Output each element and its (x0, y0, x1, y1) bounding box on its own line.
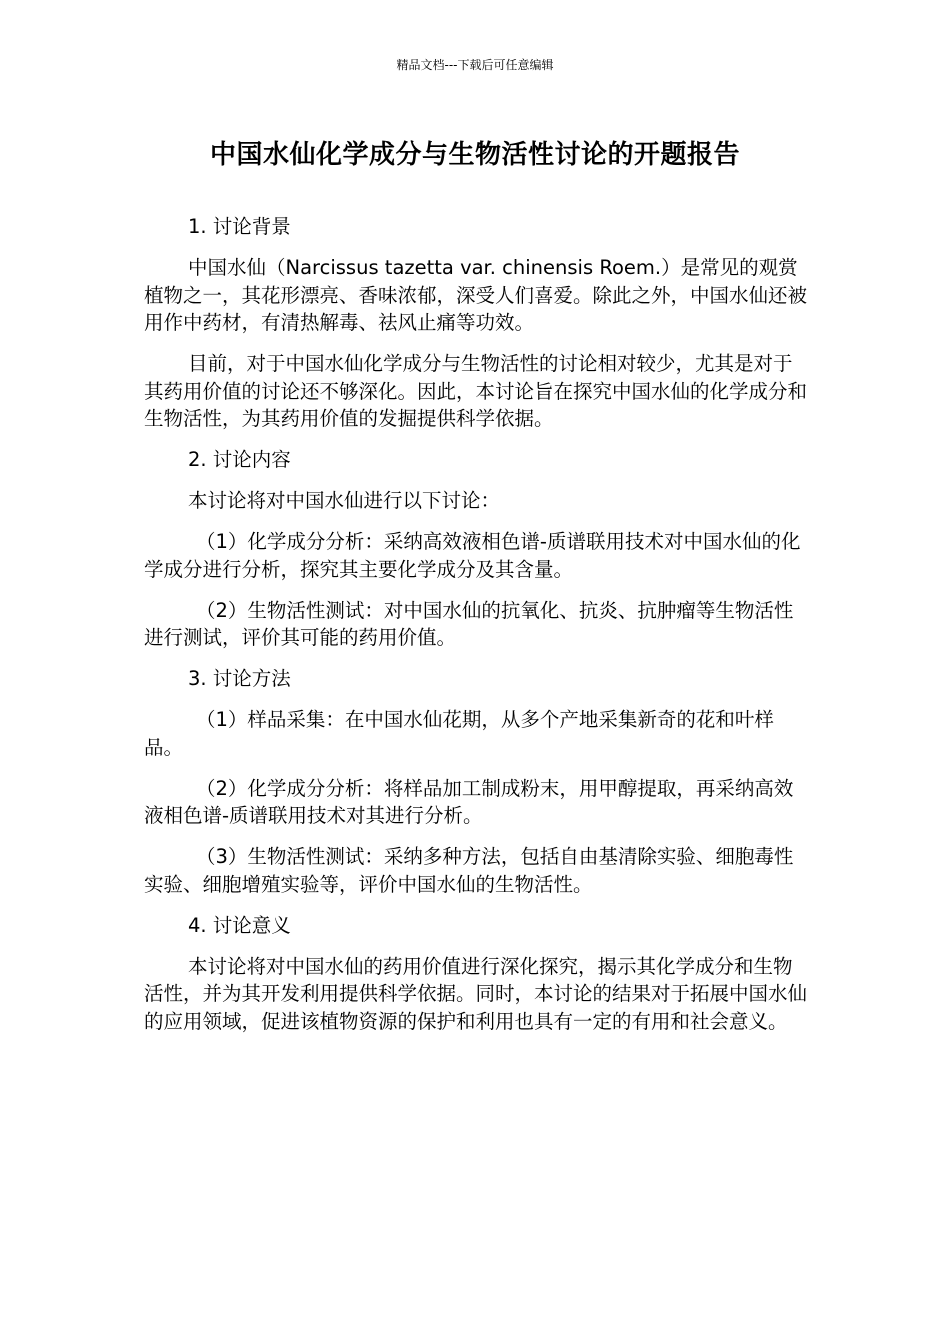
list-item-method-1: （1）样品采集：在中国水仙花期，从多个产地采集新奇的花和叶样品。 (144, 708, 774, 759)
list-item-method-2: （2）化学成分分析：将样品加工制成粉末，用甲醇提取，再采纳高效液相色谱-质谱联用技术对其进行分析。 (144, 776, 794, 827)
paragraph-background-purpose: 目前，对于中国水仙化学成分与生物活性的讨论相对较少，尤其是对于其药用价值的讨论还不够深化。因此，本讨论旨在探究中国水仙的化学成分和生物活性，为其药用价值的发掘提供科学依据。 (144, 352, 808, 430)
list-item-method-3: （3）生物活性测试：采纳多种方法，包括自由基清除实验、细胞毒性实验、细胞增殖实验等，评价中国水仙的生物活性。 (144, 845, 794, 896)
paragraph-background-intro: 中国水仙（Narcissus tazetta var. chinensis Roem.）是常见的观赏植物之一，其花形漂亮、香味浓郁，深受人们喜爱。除此之外，中国水仙还被用作中药材，有清热解毒、祛风止痛等功效。 (144, 256, 808, 334)
document-body (144, 213, 808, 1049)
section-heading-significance: 4. 讨论意义 (188, 913, 291, 937)
list-item-content-2: （2）生物活性测试：对中国水仙的抗氧化、抗炎、抗肿瘤等生物活性进行测试，评价其可能的药用价值。 (144, 598, 794, 649)
page-header: 精品文档---下载后可任意编辑 (396, 58, 554, 72)
paragraph-significance: 本讨论将对中国水仙的药用价值进行深化探究，揭示其化学成分和生物活性，并为其开发利用提供科学依据。同时，本讨论的结果对于拓展中国水仙的应用领域，促进该植物资源的保护和利用也具有一定的有用和社会意义。 (144, 954, 808, 1033)
section-heading-background: 1. 讨论背景 (188, 215, 291, 238)
paragraph-content-intro: 本讨论将对中国水仙进行以下讨论： (188, 489, 501, 512)
document-title: 中国水仙化学成分与生物活性讨论的开题报告 (209, 140, 740, 170)
section-heading-methods: 3. 讨论方法 (188, 667, 291, 690)
list-item-content-1: （1）化学成分分析：采纳高效液相色谱-质谱联用技术对中国水仙的化学成分进行分析，探究其主要化学成分及其含量。 (144, 530, 801, 581)
section-heading-content: 2. 讨论内容 (188, 448, 291, 471)
